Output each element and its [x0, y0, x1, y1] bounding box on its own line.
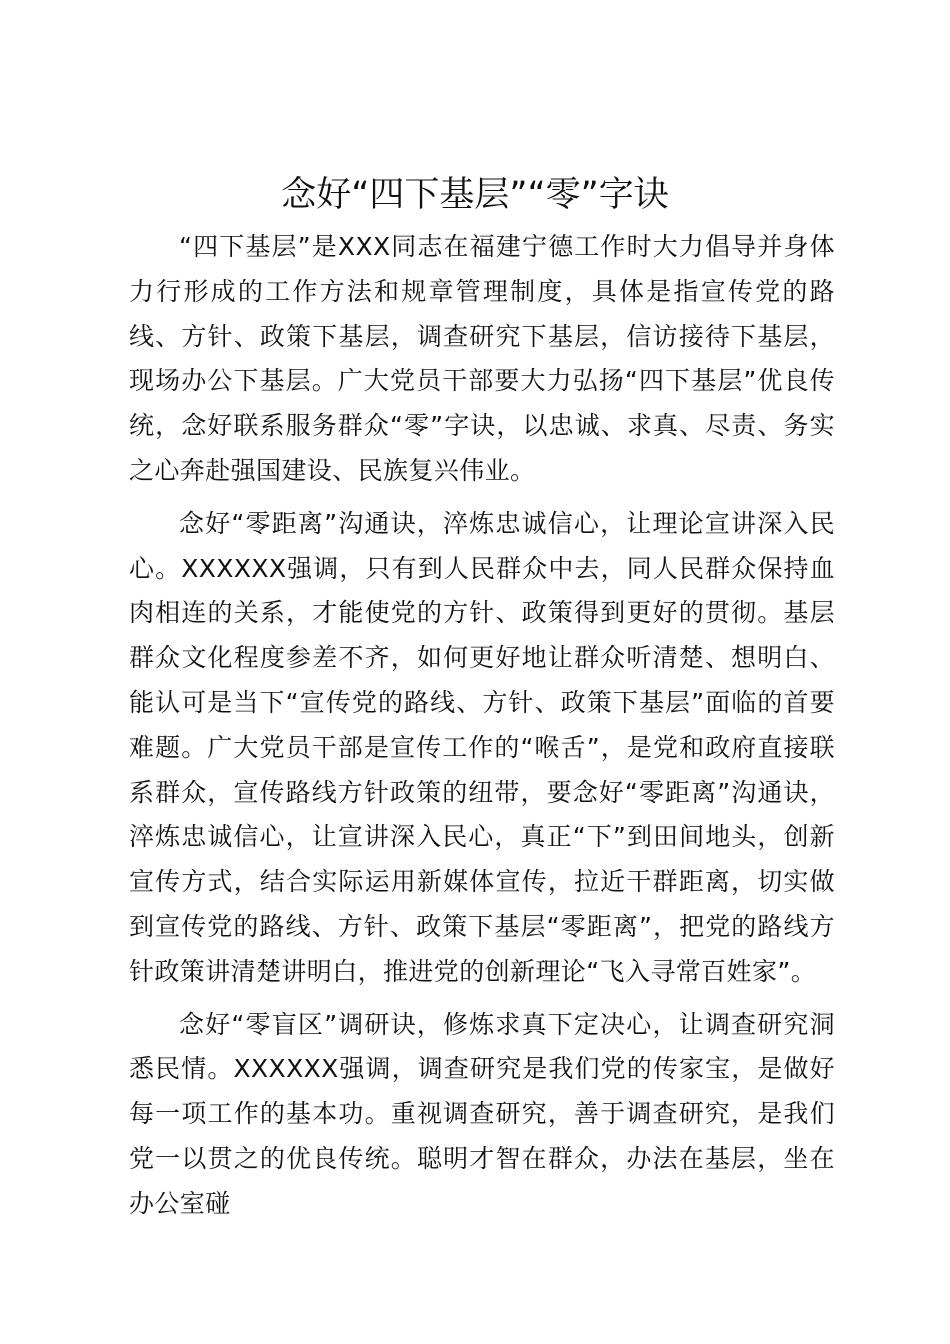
document-body — [129, 225, 835, 1235]
document-title: 念好“四下基层”“零”字诀 — [281, 175, 669, 215]
paragraph-zero-distance: 念好“零距离”沟通诀，淬炼忠诚信心，让理论宣讲深入民心。XXXXXX强调，只有到人民群众中去，同人民群众保持血肉相连的关系，才能使党的方针、政策得到更好的贯彻。基层群众文化程度参差不齐，如何更好地让群众听清楚、想明白、能认可是当下“宣传党的路线、方针、政策下基层”面临的首要难题。广大党员干部是宣传工作的“喉舌”，是党和政府直接联系群众，宣传路线方针政策的纽带，要念好“零距离”沟通诀，淬炼忠诚信心，让宣讲深入民心，真正“下”到田间地头，创新宣传方式，结合实际运用新媒体宣传，拉近干群距离，切实做到宣传党的路线、方针、政策下基层“零距离”，把党的路线方针政策讲清楚讲明白，推进党的创新理论“飞入寻常百姓家”。 — [129, 508, 835, 986]
paragraph-zero-blindspot: 念好“零盲区”调研诀，修炼求真下定决心，让调查研究洞悉民情。XXXXXX强调，调查研究是我们党的传家宝，是做好每一项工作的基本功。重视调查研究，善于调查研究，是我们党一以贯之的优良传统。聪明才智在群众，办法在基层，坐在办公室碰 — [129, 1009, 835, 1218]
paragraph-intro: “四下基层”是XXX同志在福建宁德工作时大力倡导并身体力行形成的工作方法和规章管理制度，具体是指宣传党的路线、方针、政策下基层，调查研究下基层，信访接待下基层，现场办公下基层。广大党员干部要大力弘扬“四下基层”优良传统，念好联系服务群众“零”字诀，以忠诚、求真、尽责、务实之心奔赴强国建设、民族复兴伟业。 — [129, 232, 835, 485]
